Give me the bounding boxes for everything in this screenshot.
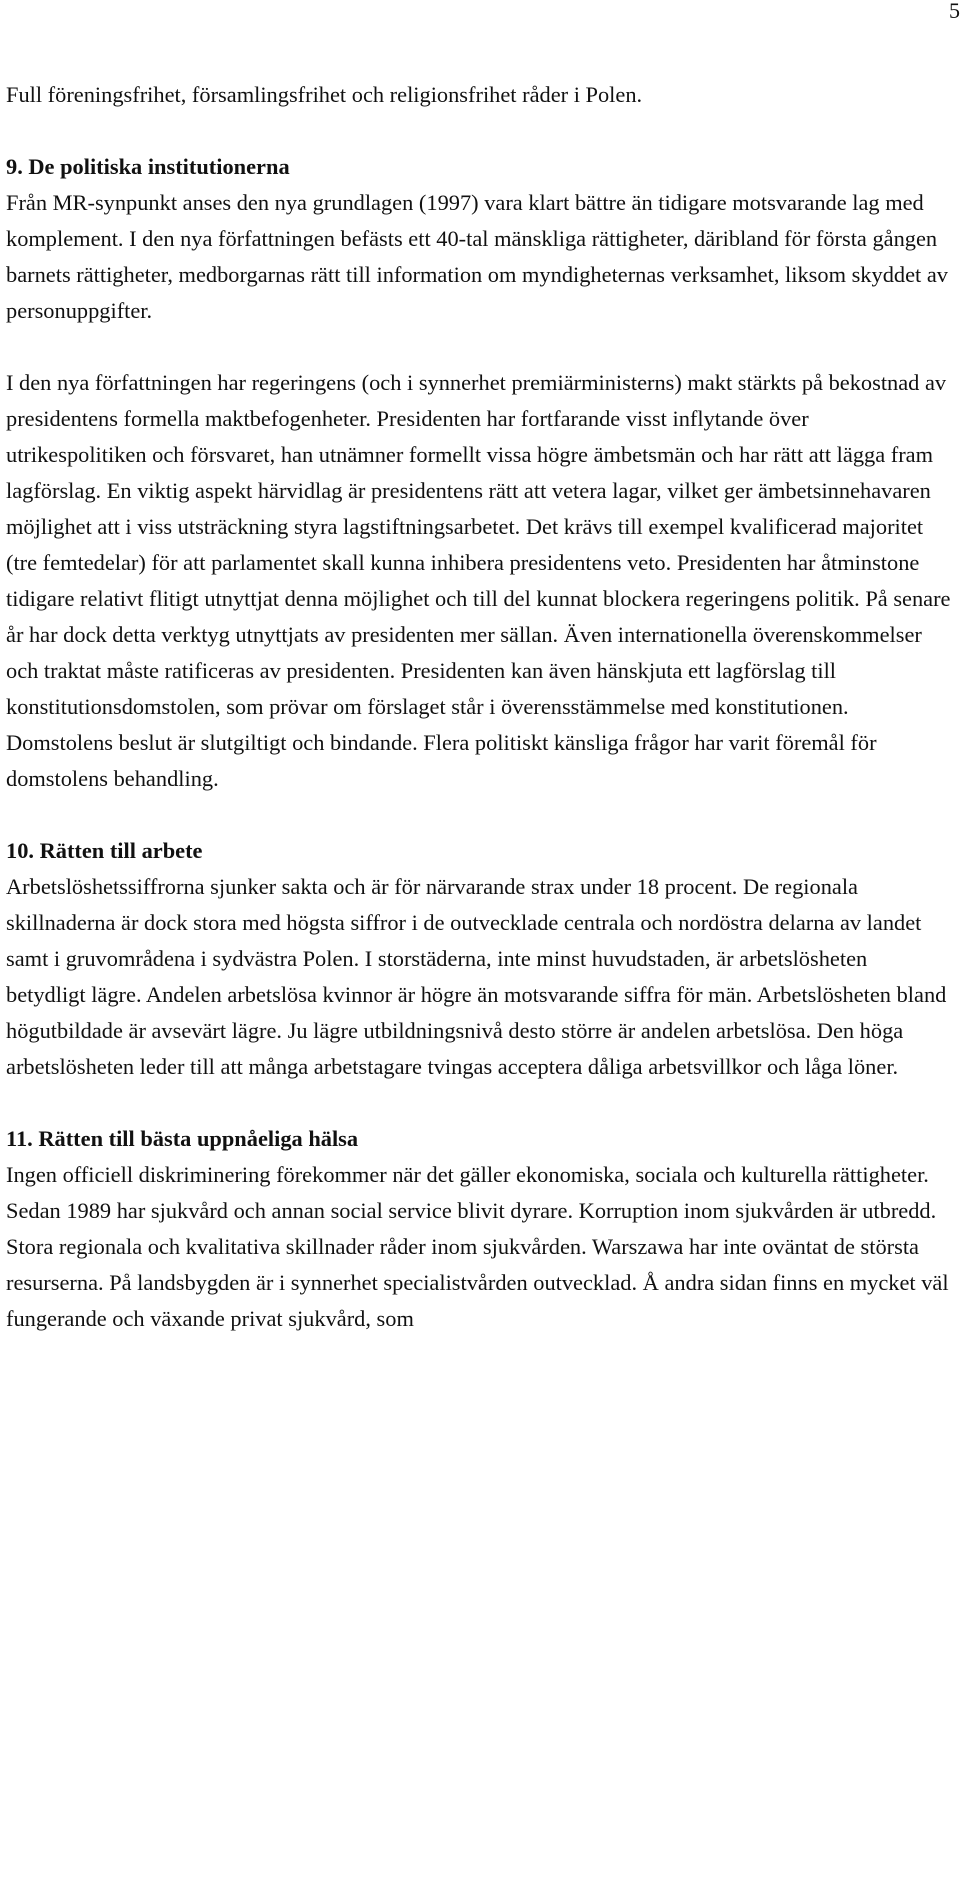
intro-paragraph: Full föreningsfrihet, församlingsfrihet och religionsfrihet råder i Polen. [6,82,643,107]
section-9-heading: 9. De politiska institutionerna [6,154,290,179]
section-11-paragraph-1: Ingen officiell diskriminering förekommer när det gäller ekonomiska, sociala och kulturella rättigheter. Sedan 1989 har sjukvård och annan social service blivit dyrare. Korruption inom sjukvården är utbredd. Stora regionala och kvalitativa skillnader råder inom sjukvården. Warszawa har inte oväntat de största resurserna. På landsbygden är i synnerhet specialistvården outvecklad. Å andra sidan finns en mycket väl fungerande och växande privat sjukvård, som [6,1162,949,1331]
document-body [6,77,952,1337]
section-9-paragraph-1: Från MR-synpunkt anses den nya grundlagen (1997) vara klart bättre än tidigare motsvarande lag med komplement. I den nya författningen befästs ett 40-tal mänskliga rättigheter, däribland för första gången barnets rättigheter, medborgarnas rätt till information om myndigheternas verksamhet, liksom skyddet av personuppgifter. [6,190,948,323]
page-number: 5 [949,0,960,23]
spacer [6,113,952,149]
section-10-heading: 10. Rätten till arbete [6,838,203,863]
spacer [6,329,952,365]
spacer [6,797,952,833]
section-11-heading: 11. Rätten till bästa uppnåeliga hälsa [6,1126,359,1151]
spacer [6,1085,952,1121]
section-10-paragraph-1: Arbetslöshetssiffrorna sjunker sakta och är för närvarande strax under 18 procent. De regionala skillnaderna är dock stora med högsta siffror i de outvecklade centrala och nordöstra delarna av landet samt i gruvområdena i sydvästra Polen. I storstäderna, inte minst huvudstaden, är arbetslösheten betydligt lägre. Andelen arbetslösa kvinnor är högre än motsvarande siffra för män. Arbetslösheten bland högutbildade är avsevärt lägre. Ju lägre utbildningsnivå desto större är andelen arbetslösa. Den höga arbetslösheten leder till att många arbetstagare tvingas acceptera dåliga arbetsvillkor och låga löner. [6,874,947,1079]
section-9-paragraph-2: I den nya författningen har regeringens (och i synnerhet premiärministerns) makt stärkts på bekostnad av presidentens formella maktbefogenheter. Presidenten har fortfarande visst inflytande över utrikespolitiken och försvaret, han utnämner formellt vissa högre ämbetsmän och har rätt att lägga fram lagförslag. En viktig aspekt härvidlag är presidentens rätt att vetera lagar, vilket ger ämbetsinnehavaren möjlighet att i viss utsträckning styra lagstiftningsarbetet. Det krävs till exempel kvalificerad majoritet (tre femtedelar) för att parlamentet skall kunna inhibera presidentens veto. Presidenten har åtminstone tidigare relativt flitigt utnyttjat denna möjlighet och till del kunnat blockera regeringens politik. På senare år har dock detta verktyg utnyttjats av presidenten mer sällan. Även internationella överenskommelser och traktat måste ratificeras av presidenten. Presidenten kan även hänskjuta ett lagförslag till konstitutionsdomstolen, som prövar om förslaget står i överensstämmelse med konstitutionen. Domstolens beslut är slutgiltigt och bindande. Flera politiskt känsliga frågor har varit föremål för domstolens behandling. [6,370,951,791]
